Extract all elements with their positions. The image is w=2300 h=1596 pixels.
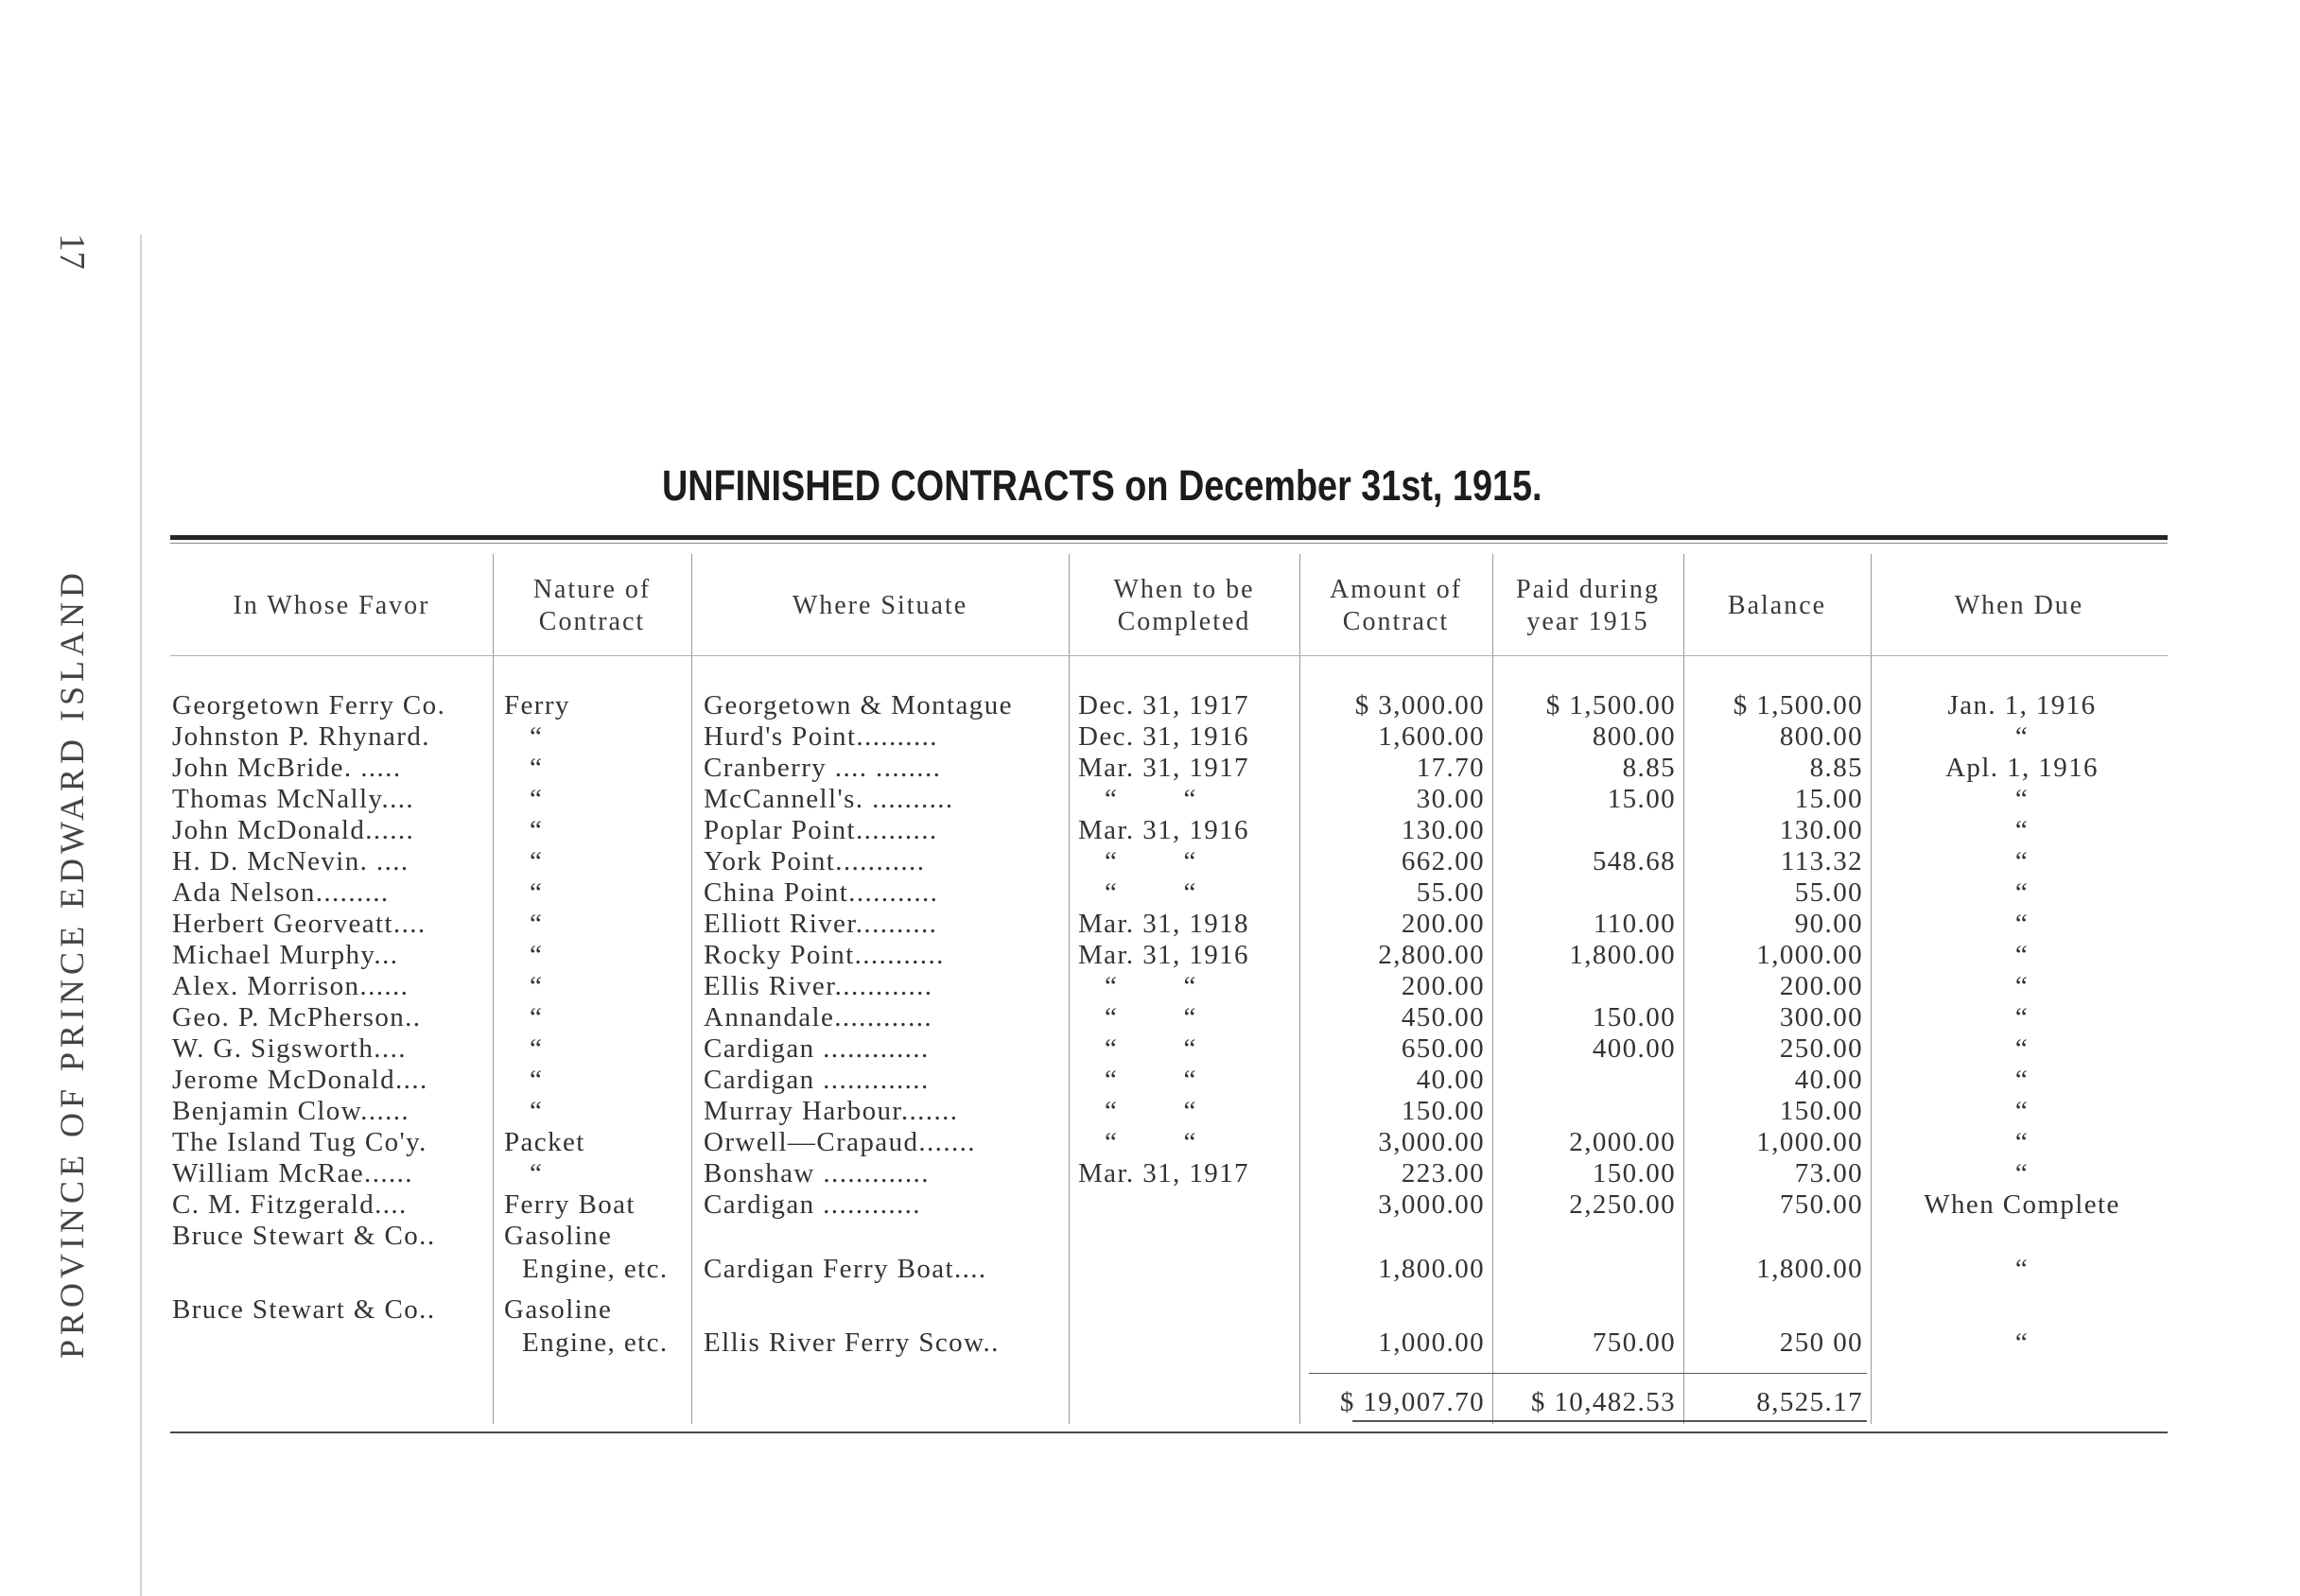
header-underline [170,655,2168,656]
cell-balance: 1,800.00 [1756,1254,1863,1284]
cell-where: Poplar Point.......... [704,815,938,845]
cell-balance: 130.00 [1779,815,1863,845]
cell-nature: “ [530,815,544,845]
cell-due: “ [2014,940,2030,970]
cell-due: “ [2014,877,2030,908]
header-where-situate: Where Situate [792,591,968,620]
table-row [0,910,2300,938]
cell-favor: Geo. P. McPherson.. [172,1002,422,1032]
cell-where: Rocky Point........... [704,940,945,970]
cell-balance: 800.00 [1779,721,1863,752]
cell-paid: 400.00 [1592,1033,1676,1064]
cell-amount: 223.00 [1401,1158,1485,1188]
totals-double-rule [1352,1420,1867,1422]
cell-favor: John McDonald...... [172,815,415,845]
table-row [0,722,2300,751]
table-top-rule [170,535,2168,540]
table-row [0,816,2300,844]
cell-paid: $ 1,500.00 [1545,690,1676,720]
cell-where: Georgetown & Montague [704,690,1013,720]
cell-nature: “ [530,940,544,970]
header-when-completed: When to be Completed [1113,575,1255,636]
table-row [0,691,2300,720]
cell-balance: 55.00 [1794,877,1863,908]
cell-favor: Alex. Morrison...... [172,971,409,1001]
table-row [0,1128,2300,1156]
cell-due: “ [2014,815,2030,845]
cell-nature: “ [530,753,544,783]
cell-nature: “ [530,846,544,876]
cell-completed: Mar. 31, 1916 [1078,815,1249,845]
cell-amount: 17.70 [1416,753,1485,783]
cell-nature: “ [530,877,544,908]
header-in-whose-favor: In Whose Favor [233,591,430,620]
cell-paid: 800.00 [1592,721,1676,752]
cell-amount: $ 3,000.00 [1354,690,1485,720]
table-row [0,1295,2300,1358]
cell-amount: 150.00 [1401,1096,1485,1126]
cell-completed: Mar. 31, 1917 [1078,1158,1249,1188]
cell-completed: “ “ [1105,784,1197,814]
totals-rule [1309,1373,1867,1374]
cell-balance: 90.00 [1794,909,1863,939]
cell-nature: Engine, etc. [522,1327,669,1358]
cell-paid: 2,250.00 [1569,1189,1676,1220]
header-balance: Balance [1727,591,1827,620]
cell-due: “ [2014,721,2030,752]
table-row [0,1097,2300,1125]
cell-nature: “ [530,1033,544,1064]
cell-due: Apl. 1, 1916 [1945,753,2099,783]
cell-favor: W. G. Sigsworth.... [172,1033,407,1064]
cell-nature: “ [530,1158,544,1188]
cell-due: When Complete [1924,1189,2120,1220]
table-row [0,754,2300,782]
cell-where: Ellis River Ferry Scow.. [704,1327,1000,1358]
table-row [0,847,2300,876]
header-when-due: When Due [1954,591,2084,620]
cell-amount: 55.00 [1416,877,1485,908]
cell-balance: 250.00 [1779,1033,1863,1064]
cell-amount: 3,000.00 [1378,1189,1485,1220]
cell-nature: Gasoline [504,1294,613,1325]
cell-paid: 110.00 [1593,909,1676,939]
cell-where: Cardigan ............. [704,1065,930,1095]
cell-where: Murray Harbour....... [704,1096,959,1126]
table-row [0,1190,2300,1219]
cell-favor: Bruce Stewart & Co.. [172,1221,436,1251]
cell-where: York Point........... [704,846,926,876]
cell-favor: Bruce Stewart & Co.. [172,1294,436,1325]
cell-favor: Michael Murphy... [172,940,399,970]
cell-due: “ [2014,1158,2030,1188]
cell-completed: “ “ [1105,877,1197,908]
cell-where: Cardigan ............ [704,1189,921,1220]
cell-completed: Mar. 31, 1917 [1078,753,1249,783]
cell-balance: 1,000.00 [1756,940,1863,970]
table-row [0,1159,2300,1188]
cell-balance: 113.32 [1780,846,1863,876]
cell-amount: 130.00 [1401,815,1485,845]
cell-amount: 3,000.00 [1378,1127,1485,1157]
cell-due: “ [2014,784,2030,814]
cell-due: “ [2014,971,2030,1001]
cell-completed: “ “ [1105,1096,1197,1126]
cell-balance: 300.00 [1779,1002,1863,1032]
cell-balance: 750.00 [1779,1189,1863,1220]
table-row [0,878,2300,907]
cell-amount: 1,800.00 [1378,1254,1485,1284]
header-paid-during-year: Paid during year 1915 [1516,575,1660,636]
cell-balance: 15.00 [1794,784,1863,814]
cell-nature: Engine, etc. [522,1254,669,1284]
cell-completed: “ “ [1105,1065,1197,1095]
total-balance: 8,525.17 [1756,1387,1863,1417]
cell-favor: Herbert Georveatt.... [172,909,427,939]
cell-balance: 1,000.00 [1756,1127,1863,1157]
table-row [0,1066,2300,1094]
cell-amount: 1,000.00 [1378,1327,1485,1358]
cell-paid: 8.85 [1622,753,1676,783]
cell-paid: 750.00 [1592,1327,1676,1358]
table-row [0,1003,2300,1032]
cell-completed: “ “ [1105,846,1197,876]
cell-balance: 8.85 [1809,753,1863,783]
cell-paid: 15.00 [1607,784,1676,814]
cell-where: Cardigan ............. [704,1033,930,1064]
cell-where: Cranberry .... ........ [704,753,942,783]
cell-due: “ [2014,1002,2030,1032]
cell-paid: 2,000.00 [1569,1127,1676,1157]
table-row [0,1034,2300,1063]
cell-due: Jan. 1, 1916 [1947,690,2097,720]
cell-amount: 1,600.00 [1378,721,1485,752]
cell-due: “ [2014,1327,2030,1358]
cell-nature: “ [530,1096,544,1126]
cell-favor: C. M. Fitzgerald.... [172,1189,408,1220]
cell-nature: “ [530,784,544,814]
cell-completed: “ “ [1105,971,1197,1001]
cell-paid: 548.68 [1592,846,1676,876]
cell-where: Elliott River.......... [704,909,938,939]
cell-where: Cardigan Ferry Boat.... [704,1254,987,1284]
cell-favor: Georgetown Ferry Co. [172,690,446,720]
cell-balance: 250 00 [1779,1327,1863,1358]
cell-due: “ [2014,1033,2030,1064]
cell-due: “ [2014,1065,2030,1095]
cell-nature: Ferry [504,690,570,720]
cell-due: “ [2014,1127,2030,1157]
cell-due: “ [2014,846,2030,876]
cell-favor: Johnston P. Rhynard. [172,721,430,752]
cell-where: Annandale............ [704,1002,933,1032]
cell-paid: 150.00 [1592,1002,1676,1032]
total-amount: $ 19,007.70 [1339,1387,1485,1417]
cell-favor: Benjamin Clow...... [172,1096,410,1126]
total-paid: $ 10,482.53 [1530,1387,1676,1417]
cell-nature: “ [530,971,544,1001]
page-title: UNFINISHED CONTRACTS on December 31st, 1915. [662,461,1542,510]
cell-completed: “ “ [1105,1127,1197,1157]
cell-nature: Gasoline [504,1221,613,1251]
cell-favor: Ada Nelson......... [172,877,390,908]
cell-completed: Mar. 31, 1916 [1078,940,1249,970]
cell-due: “ [2014,1254,2030,1284]
table-top-rule-thin [170,543,2168,544]
cell-nature: “ [530,1065,544,1095]
cell-amount: 200.00 [1401,909,1485,939]
cell-where: China Point........... [704,877,939,908]
cell-amount: 40.00 [1416,1065,1485,1095]
cell-balance: $ 1,500.00 [1733,690,1863,720]
cell-balance: 200.00 [1779,971,1863,1001]
cell-nature: “ [530,1002,544,1032]
cell-where: Orwell—Crapaud....... [704,1127,976,1157]
cell-balance: 150.00 [1779,1096,1863,1126]
cell-where: McCannell's. .......... [704,784,954,814]
header-amount-of-contract: Amount of Contract [1329,575,1463,636]
table-row [0,972,2300,1000]
cell-where: Bonshaw ............. [704,1158,930,1188]
cell-completed: “ “ [1105,1002,1197,1032]
cell-favor: H. D. McNevin. .... [172,846,409,876]
page-number: 17 [52,234,92,269]
cell-amount: 662.00 [1401,846,1485,876]
cell-favor: Jerome McDonald.... [172,1065,428,1095]
cell-nature: “ [530,909,544,939]
cell-due: “ [2014,1096,2030,1126]
cell-completed: Dec. 31, 1916 [1078,721,1249,752]
cell-paid: 1,800.00 [1569,940,1676,970]
cell-amount: 200.00 [1401,971,1485,1001]
cell-due: “ [2014,909,2030,939]
cell-completed: Dec. 31, 1917 [1078,690,1249,720]
table-row [0,1222,2300,1284]
totals-row [0,1388,2300,1416]
cell-nature: “ [530,721,544,752]
cell-favor: William McRae...... [172,1158,413,1188]
running-head-text: PROVINCE OF PRINCE EDWARD ISLAND [53,567,91,1359]
cell-favor: John McBride. ..... [172,753,402,783]
table-row [0,941,2300,969]
table-bottom-rule [170,1431,2168,1433]
cell-completed: “ “ [1105,1033,1197,1064]
cell-favor: The Island Tug Co'y. [172,1127,427,1157]
cell-balance: 40.00 [1794,1065,1863,1095]
cell-where: Ellis River............ [704,971,933,1001]
cell-paid: 150.00 [1592,1158,1676,1188]
cell-nature: Ferry Boat [504,1189,636,1220]
cell-completed: Mar. 31, 1918 [1078,909,1249,939]
header-nature-of-contract: Nature of Contract [532,575,652,636]
cell-amount: 650.00 [1401,1033,1485,1064]
cell-where: Hurd's Point.......... [704,721,938,752]
table-row [0,785,2300,813]
cell-balance: 73.00 [1794,1158,1863,1188]
cell-amount: 30.00 [1416,784,1485,814]
cell-amount: 2,800.00 [1378,940,1485,970]
cell-favor: Thomas McNally.... [172,784,415,814]
cell-amount: 450.00 [1401,1002,1485,1032]
cell-nature: Packet [504,1127,585,1157]
